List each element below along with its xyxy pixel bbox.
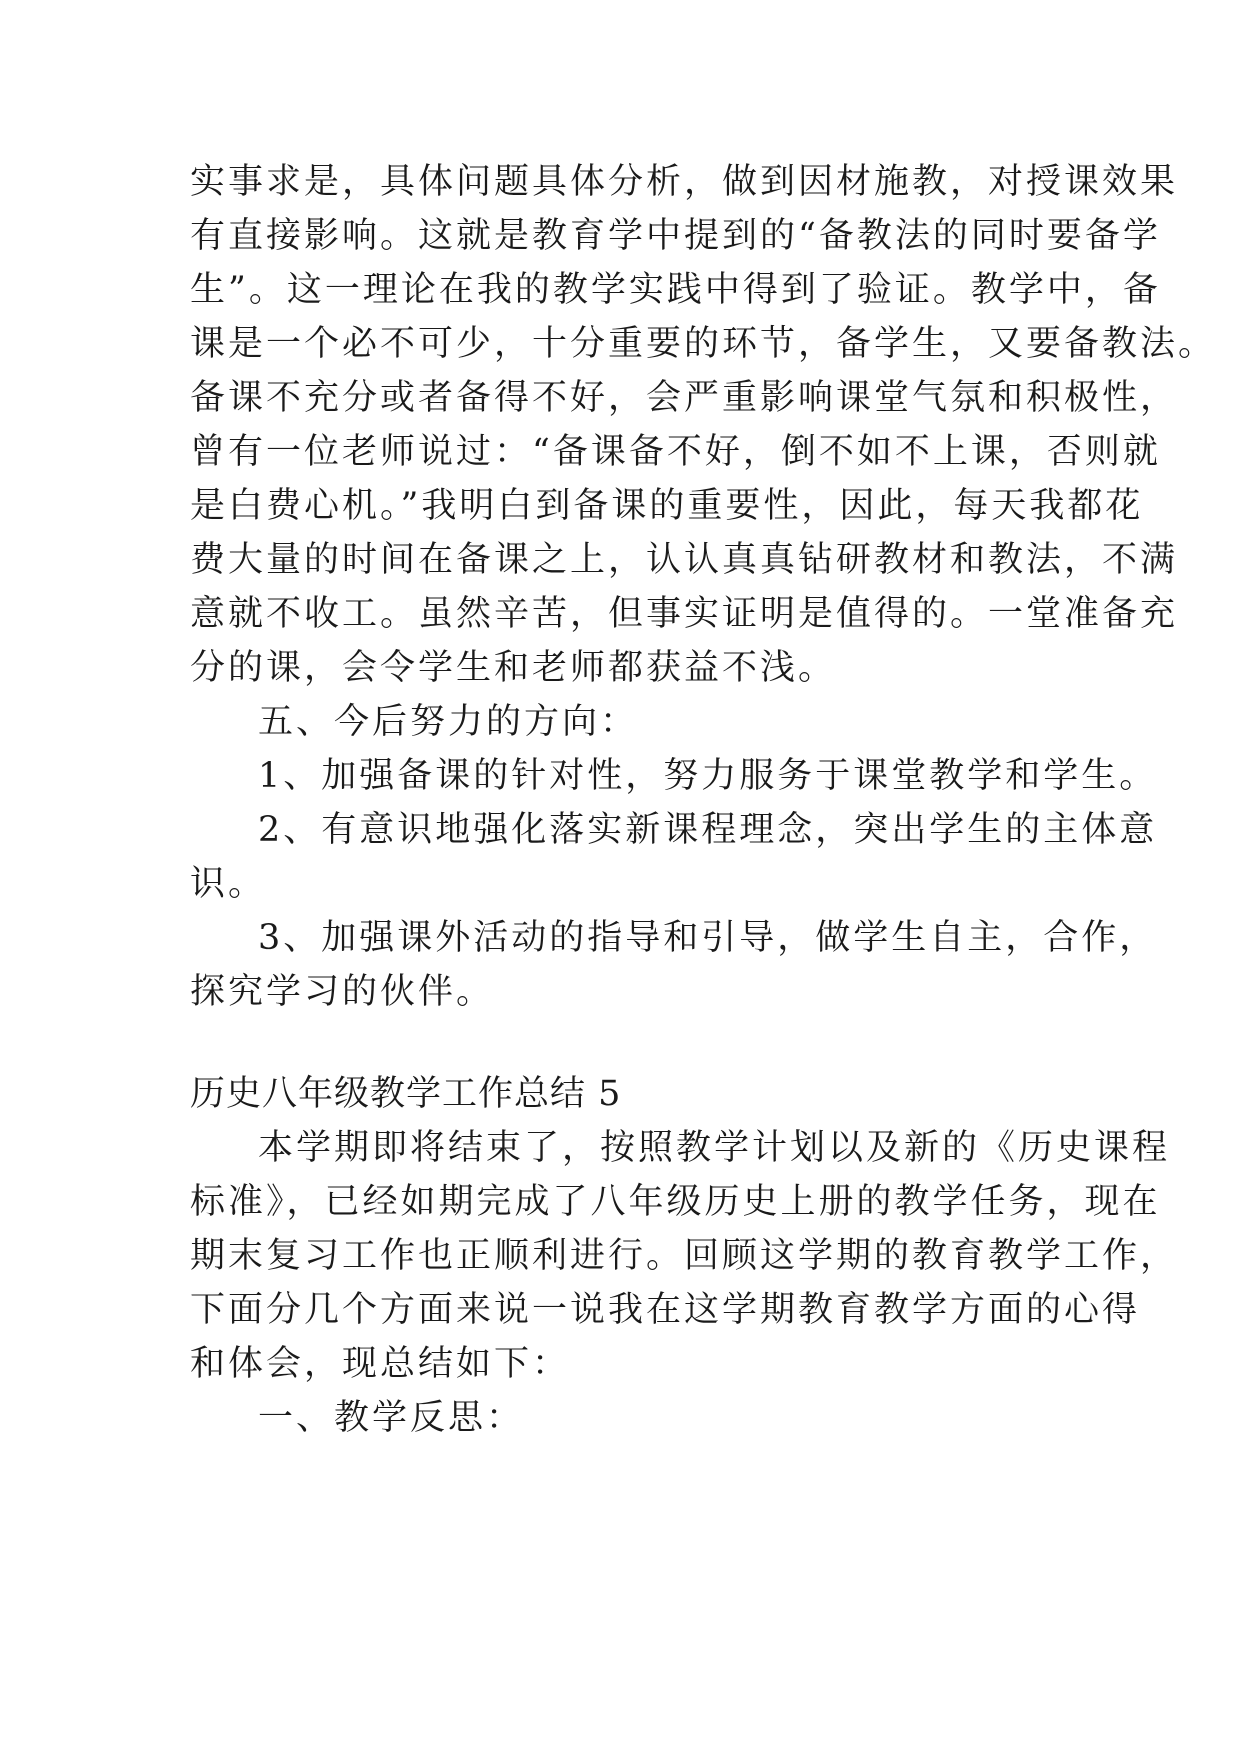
list-item-continuation: 识。 (190, 864, 267, 904)
paragraph-line: 有直接影响。这就是教育学中提到的“备教法的同时要备学 (190, 216, 1161, 256)
list-item-continuation: 探究学习的伙伴。 (190, 972, 495, 1012)
paragraph-line: 是白费心机。”我明白到备课的重要性，因此，每天我都花 (190, 486, 1144, 526)
paragraph-line: 分的课，会令学生和老师都获益不浅。 (190, 648, 837, 688)
paragraph-line: 实事求是，具体问题具体分析，做到因材施教，对授课效果 (190, 162, 1179, 202)
paragraph-line: 课是一个必不可少，十分重要的环节，备学生，又要备教法。 (190, 324, 1217, 364)
section-heading: 一、教学反思： (258, 1398, 525, 1438)
paragraph-line: 标准》，已经如期完成了八年级历史上册的教学任务，现在 (190, 1182, 1161, 1222)
paragraph-line: 意就不收工。虽然辛苦，但事实证明是值得的。一堂准备充 (190, 594, 1179, 634)
paragraph-line: 生”。这一理论在我的教学实践中得到了验证。教学中，备 (190, 270, 1161, 310)
list-item: 3、加强课外活动的指导和引导，做学生自主，合作， (258, 918, 1158, 958)
paragraph-line: 曾有一位老师说过：“备课备不好，倒不如不上课，否则就 (190, 432, 1161, 472)
list-item: 2、有意识地强化落实新课程理念，突出学生的主体意 (258, 810, 1158, 850)
paragraph-line: 本学期即将结束了，按照教学计划以及新的《历史课程 (258, 1128, 1171, 1168)
paragraph-line: 费大量的时间在备课之上，认认真真钻研教材和教法，不满 (190, 540, 1179, 580)
article-title: 历史八年级教学工作总结 5 (190, 1074, 622, 1114)
list-item: 1、加强备课的针对性，努力服务于课堂教学和学生。 (258, 756, 1158, 796)
paragraph-line: 和体会，现总结如下： (190, 1344, 571, 1384)
paragraph-line: 备课不充分或者备得不好，会严重影响课堂气氛和积极性， (190, 378, 1179, 418)
paragraph-line: 期末复习工作也正顺利进行。回顾这学期的教育教学工作， (190, 1236, 1179, 1276)
section-heading: 五、今后努力的方向： (258, 702, 639, 742)
paragraph-line: 下面分几个方面来说一说我在这学期教育教学方面的心得 (190, 1290, 1141, 1330)
